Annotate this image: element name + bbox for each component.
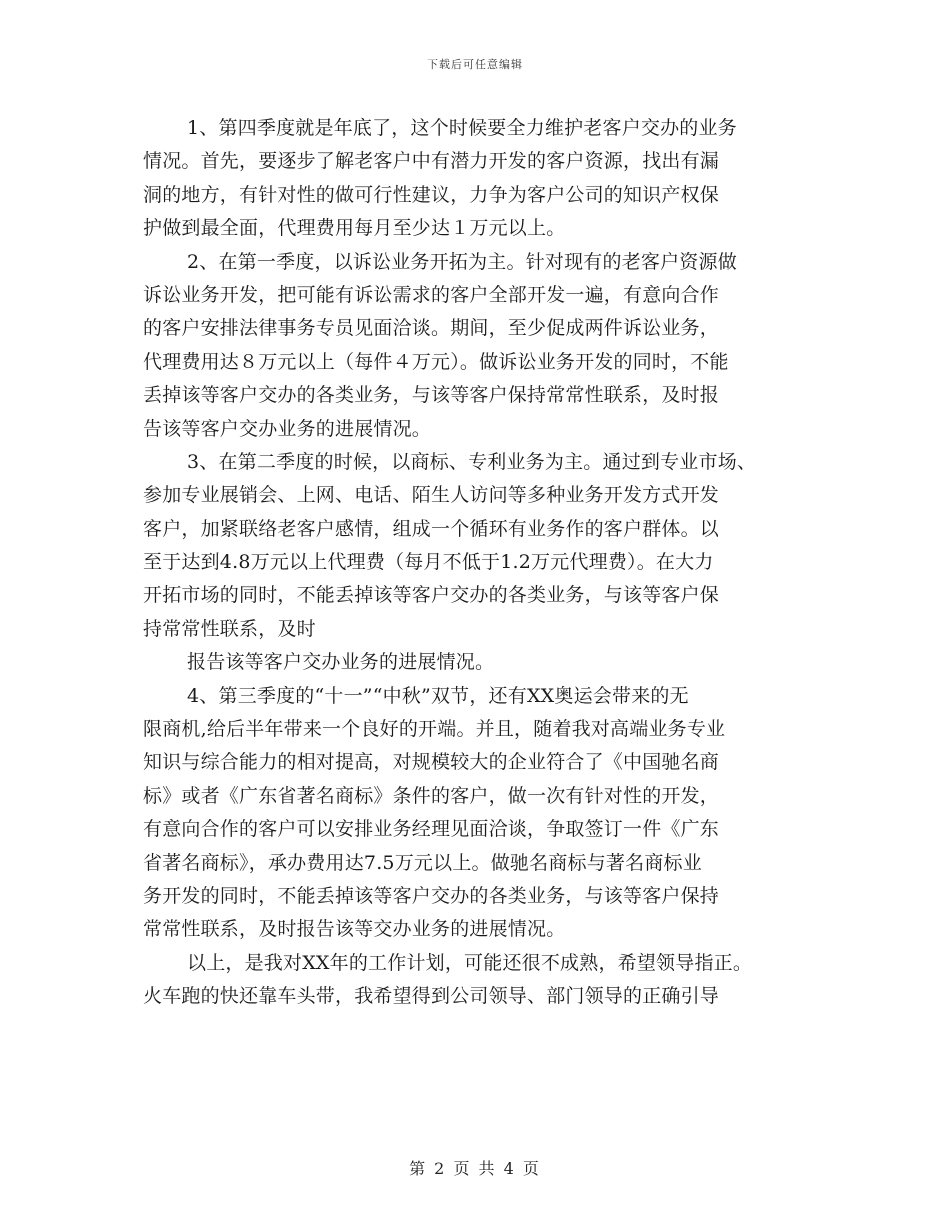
- text-line: 以上，是我对XX年的工作计划，可能还很不成熟，希望领导指正。: [187, 951, 753, 974]
- text-line: 告该等客户交办业务的进展情况。: [143, 417, 432, 440]
- text-line: 常常性联系，及时报告该等交办业务的进展情况。: [143, 918, 566, 941]
- text-line: 洞的地方，有针对性的做可行性建议，力争为客户公司的知识产权保: [143, 183, 720, 206]
- text-line: 火车跑的快还靠车头带，我希望得到公司领导、部门领导的正确引导: [143, 985, 720, 1008]
- text-line: 客户，加紧联络老客户感情，组成一个循环有业务作的客户群体。以: [143, 517, 720, 540]
- text-line: 1、第四季度就是年底了，这个时候要全力维护老客户交办的业务: [187, 117, 737, 139]
- text-line: 知识与综合能力的相对提高，对规模较大的企业符合了《中国驰名商: [143, 751, 720, 774]
- text-line: 有意向合作的客户可以安排业务经理见面洽谈，争取签订一件《广东: [143, 818, 720, 841]
- text-line: 丢掉该等客户交办的各类业务，与该等客户保持常常性联系，及时报: [143, 384, 720, 407]
- page-header: 下载后可任意编辑: [427, 58, 523, 71]
- text-line: 情况。首先，要逐步了解老客户中有潜力开发的客户资源，找出有漏: [143, 150, 720, 173]
- text-line: 参加专业展销会、上网、电话、陌生人访问等多种业务开发方式开发: [143, 484, 720, 507]
- document-body: [143, 112, 823, 1014]
- text-line: 限商机,给后半年带来一个良好的开端。并且，随着我对高端业务专业: [143, 718, 726, 741]
- text-line: 报告该等客户交办业务的进展情况。: [187, 651, 495, 674]
- text-line: 标》或者《广东省著名商标》条件的客户，做一次有针对性的开发，: [143, 784, 720, 807]
- text-line: 代理费用达８万元以上（每件４万元）。做诉讼业务开发的同时，不能: [143, 350, 729, 373]
- text-line: 3、在第二季度的时候，以商标、专利业务为主。通过到专业市场、: [187, 450, 757, 473]
- text-line: 4、第三季度的“十一”“中秋”双节，还有XX奥运会带来的无: [187, 684, 689, 707]
- text-line: 务开发的同时，不能丢掉该等客户交办的各类业务，与该等客户保持: [143, 884, 720, 907]
- text-line: 至于达到4.8万元以上代理费（每月不低于1.2万元代理费）。在大力: [143, 551, 714, 574]
- page-number-footer: 第 2 页 共 4 页: [409, 1159, 541, 1178]
- text-line: 2、在第一季度，以诉讼业务开拓为主。针对现有的老客户资源做: [187, 250, 737, 273]
- text-line: 诉讼业务开发，把可能有诉讼需求的客户全部开发一遍，有意向合作: [143, 283, 720, 306]
- text-line: 的客户安排法律事务专员见面洽谈。期间，至少促成两件诉讼业务，: [143, 317, 720, 340]
- text-line: 持常常性联系，及时: [143, 617, 316, 640]
- text-line: 省著名商标》，承办费用达7.5万元以上。做驰名商标与著名商标业: [143, 851, 702, 874]
- text-line: 开拓市场的同时，不能丢掉该等客户交办的各类业务，与该等客户保: [143, 584, 720, 607]
- text-line: 护做到最全面，代理费用每月至少达１万元以上。: [143, 217, 566, 240]
